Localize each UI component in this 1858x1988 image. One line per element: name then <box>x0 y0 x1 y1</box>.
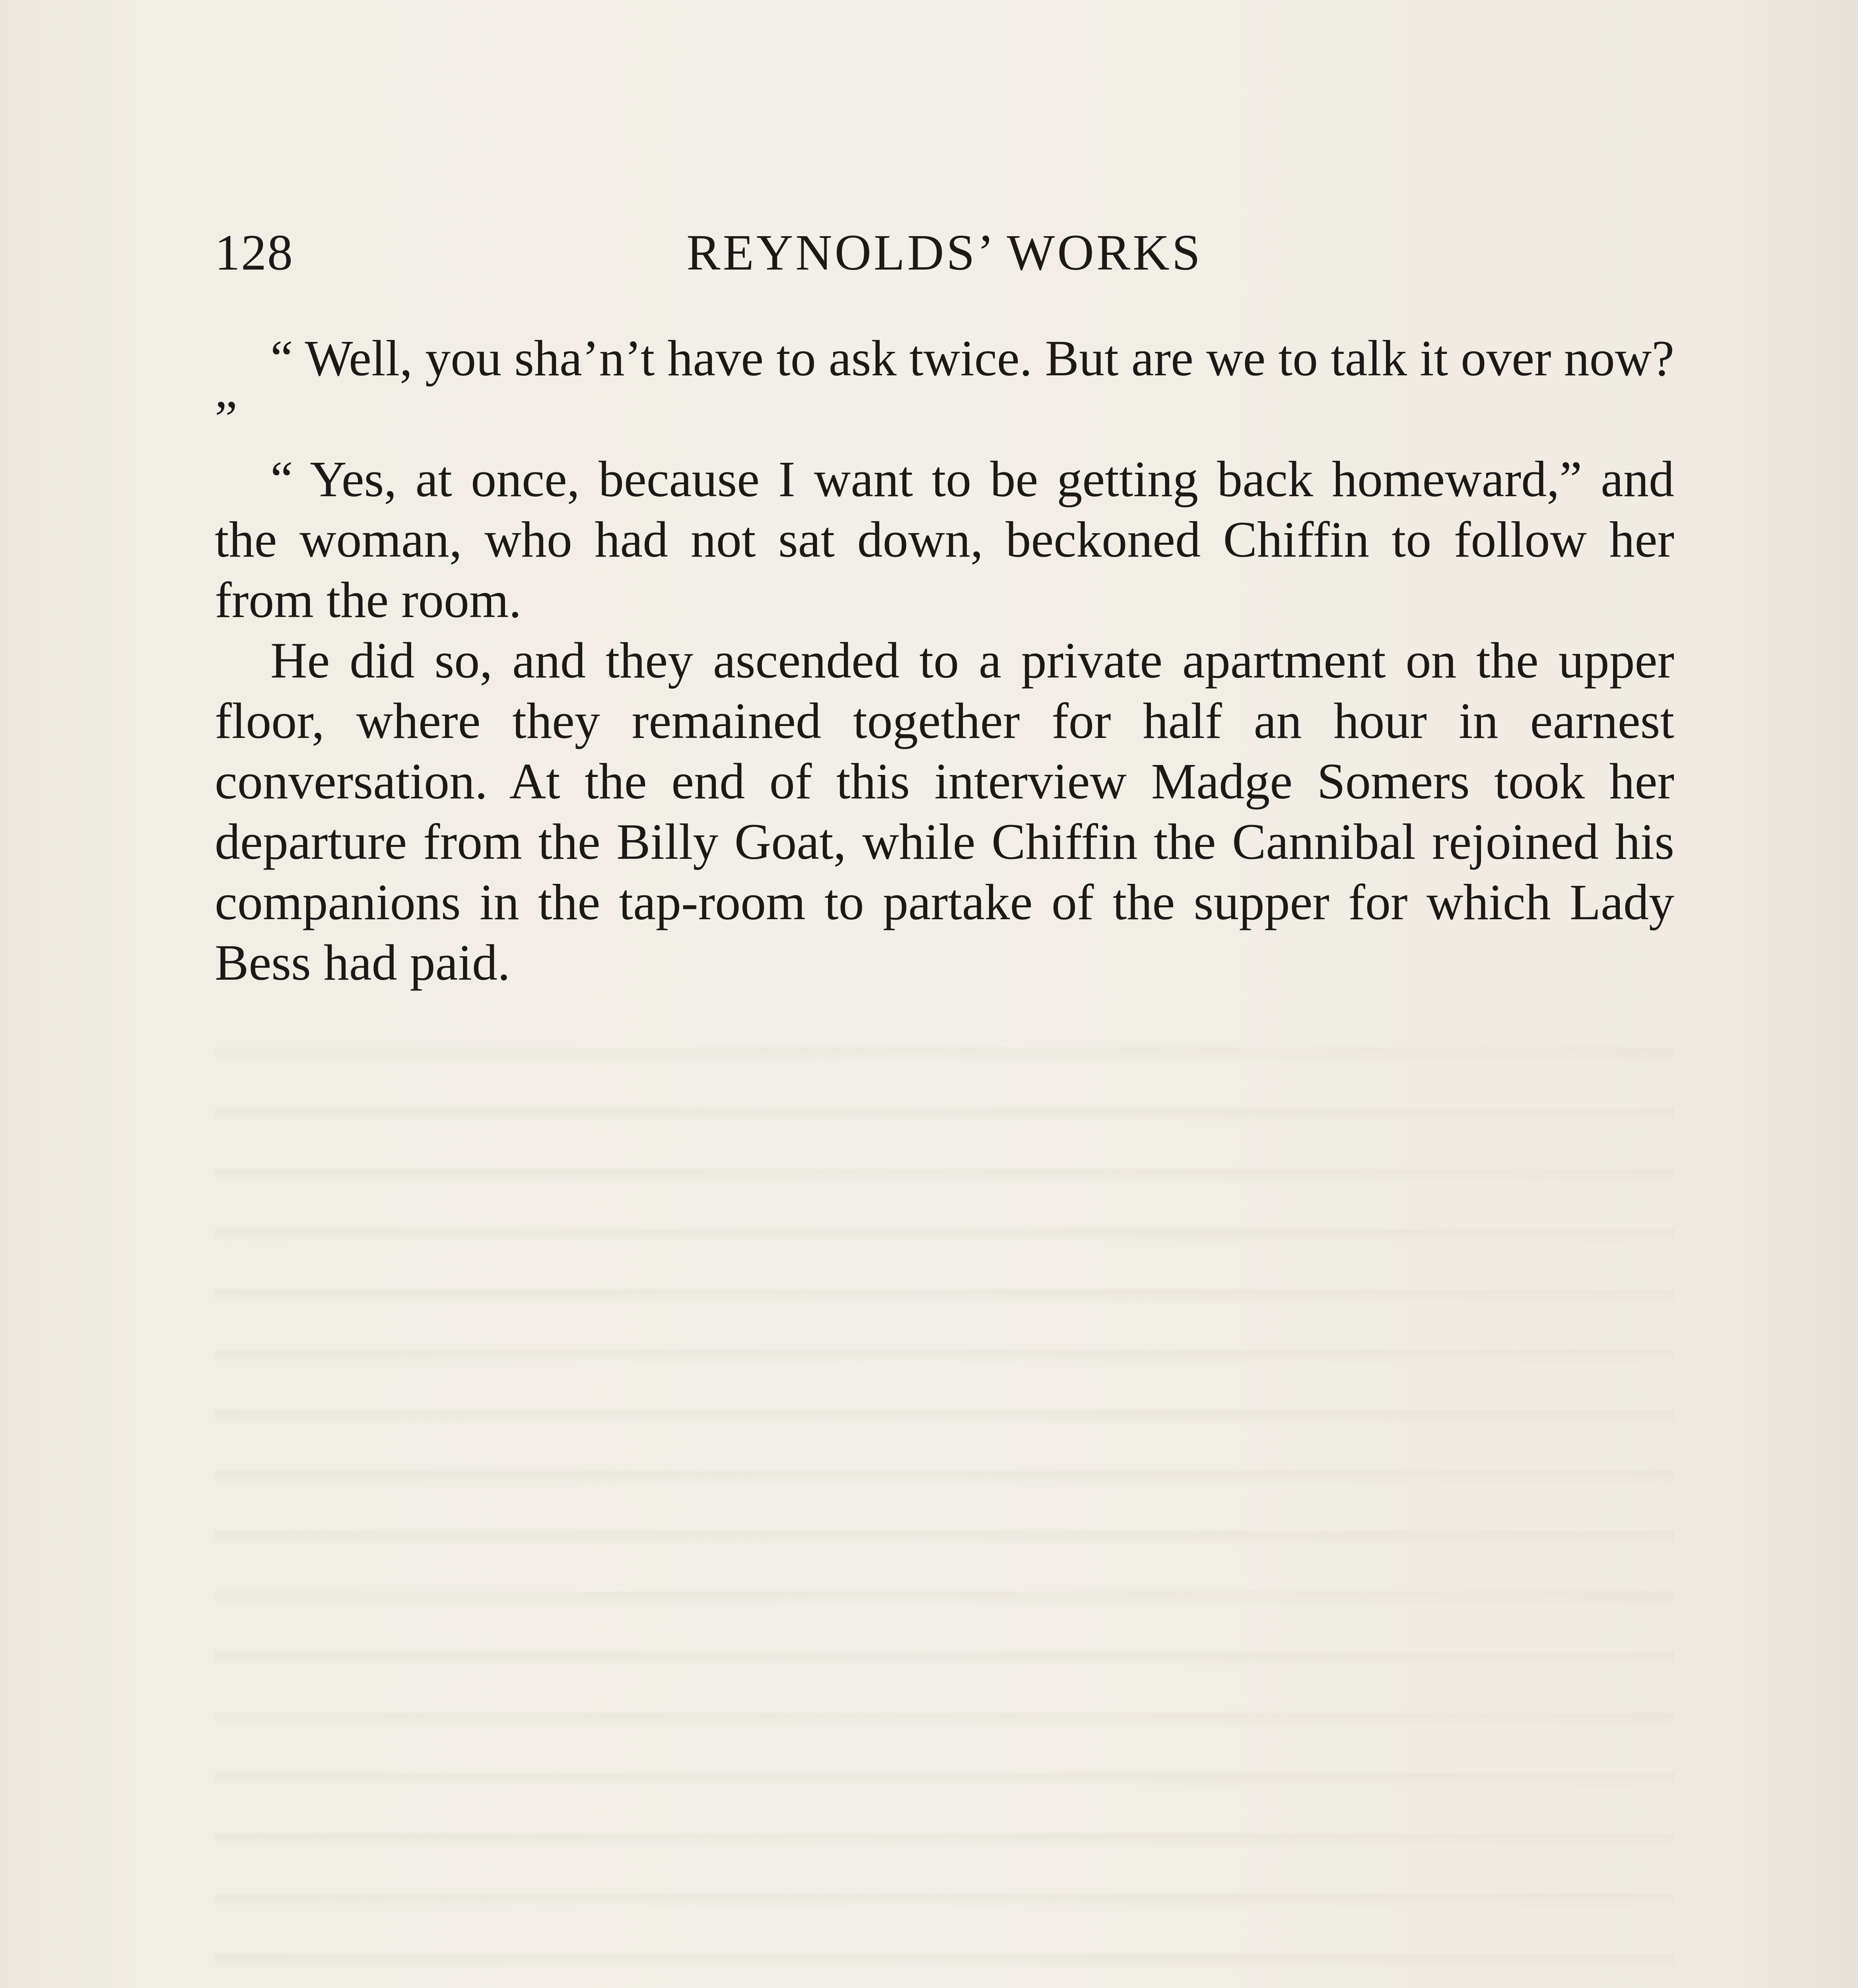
paragraph: “ Well, you sha’n’t have to ask twice. But are we to talk it over now? ” <box>215 330 1674 447</box>
page-number: 128 <box>215 224 293 281</box>
paragraph: “ Yes, at once, because I want to be getting back homeward,” and the woman, who had not sat down, beckoned Chiffin to follow her from the room. <box>215 451 1674 628</box>
paragraph: He did so, and they ascended to a private apartment on the upper floor, where they remained together for half an hour in earnest conversation. At the end of this interview Madge Somers took her departure from the Billy Goat, while Chiffin the Cannibal rejoined his companions in the tap-room to partake of the supper for which Lady Bess had paid. <box>215 632 1674 991</box>
show-through-texture <box>215 1002 1674 1988</box>
body-text <box>215 328 1674 993</box>
page-header <box>215 217 1674 288</box>
running-head: REYNOLDS’ WORKS <box>686 224 1203 281</box>
